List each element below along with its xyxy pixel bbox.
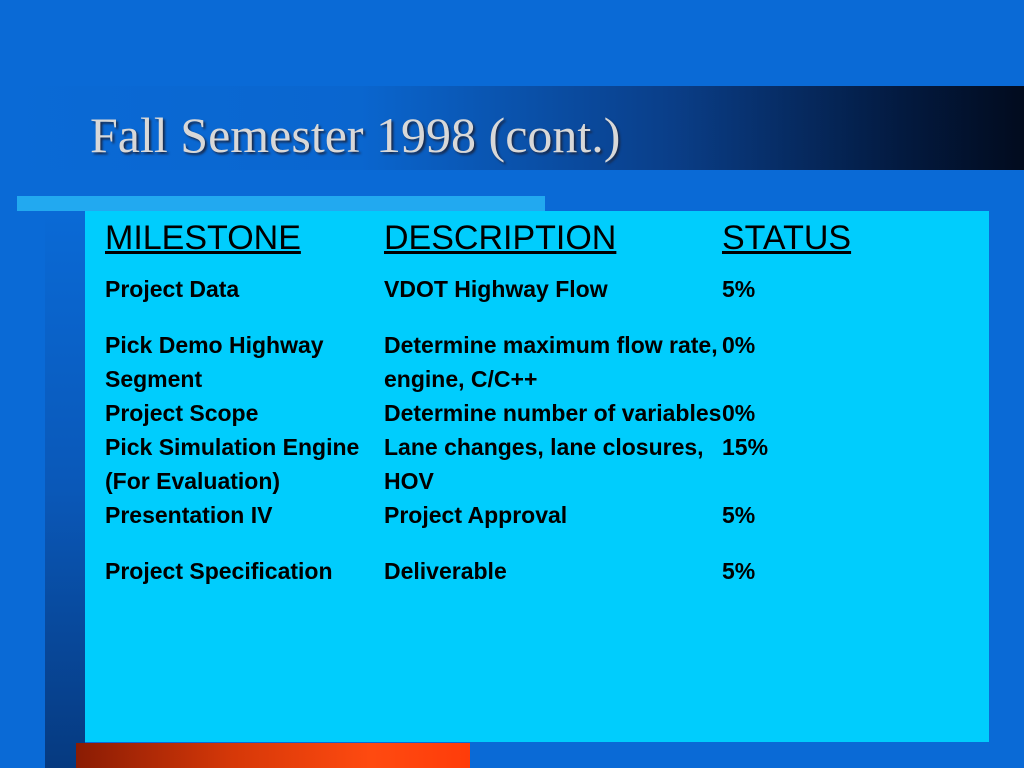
slide-title: Fall Semester 1998 (cont.) (90, 107, 621, 163)
status-cell: 5% (722, 558, 756, 584)
description-cell: Determine number of variables (384, 400, 722, 426)
table-row (105, 328, 902, 396)
status-cell: 0% (722, 332, 756, 358)
status-cell: 5% (722, 276, 756, 302)
bottom-accent-bar (76, 743, 470, 768)
milestone-cell: Project Scope (105, 400, 259, 426)
status-cell: 0% (722, 400, 756, 426)
table-row (105, 396, 902, 430)
table-row (105, 554, 902, 588)
description-cell: VDOT Highway Flow (384, 276, 608, 302)
table-header-row (105, 215, 902, 272)
milestone-cell: Project Data (105, 276, 240, 302)
table-row (105, 430, 902, 498)
description-cell: Lane changes, lane closures, HOV (384, 434, 704, 494)
milestone-table (105, 215, 902, 588)
description-cell: Project Approval (384, 502, 568, 528)
description-cell: Deliverable (384, 558, 507, 584)
header-description: DESCRIPTION (384, 219, 617, 257)
header-milestone: MILESTONE (105, 219, 301, 257)
status-cell: 5% (722, 502, 756, 528)
milestone-cell: Pick Simulation Engine (For Evaluation) (105, 434, 360, 494)
left-accent-strip (45, 211, 85, 768)
milestone-cell: Presentation IV (105, 502, 273, 528)
status-cell: 15% (722, 434, 769, 460)
milestone-cell: Pick Demo Highway Segment (105, 332, 324, 392)
table-row (105, 498, 902, 554)
table-row (105, 272, 902, 328)
milestone-cell: Project Specification (105, 558, 333, 584)
header-status: STATUS (722, 219, 852, 257)
description-cell: Determine maximum flow rate, engine, C/C++ (384, 332, 718, 392)
top-accent-bar (17, 196, 545, 211)
